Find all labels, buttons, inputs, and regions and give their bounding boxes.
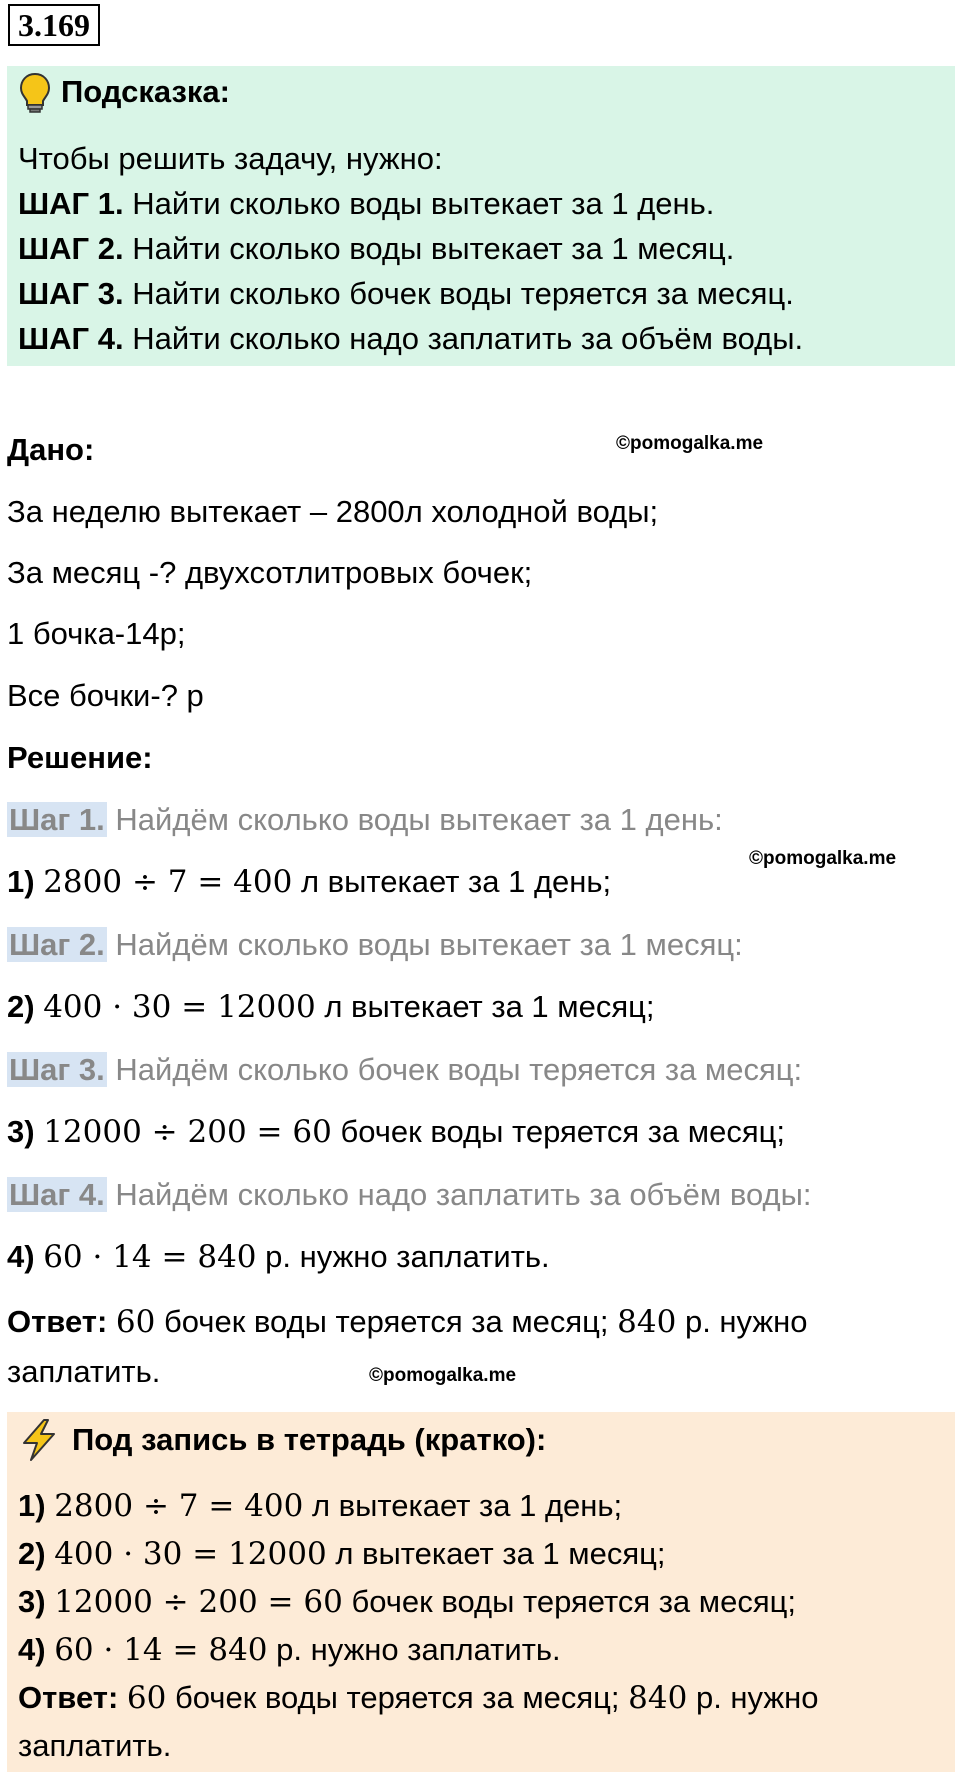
given-line: За неделю вытекает – 2800л холодной воды; <box>7 494 659 529</box>
watermark: ©pomogalka.me <box>616 433 764 454</box>
calc-expression: 60 · 14 = 840 <box>43 1239 257 1275</box>
step-tag: Шаг 2. <box>9 927 105 962</box>
step-text: Найдём сколько воды вытекает за 1 день: <box>115 802 723 837</box>
solution-step-heading <box>7 1050 802 1090</box>
answer-text: р. нужно <box>695 1680 819 1715</box>
solution-step-heading <box>7 800 723 840</box>
given-line: Все бочки-? р <box>7 678 204 713</box>
solution-calc <box>7 862 611 902</box>
calc-result: л вытекает за 1 день; <box>311 1488 623 1523</box>
calc-result: бочек воды теряется за месяц; <box>340 1114 785 1149</box>
hint-step <box>18 184 714 224</box>
hint-step-text: Найти сколько воды вытекает за 1 день. <box>132 186 715 221</box>
solution-calc <box>7 987 655 1027</box>
calc-number: 2) <box>18 1536 46 1571</box>
notebook-line <box>18 1582 796 1622</box>
calc-number: 4) <box>18 1632 46 1667</box>
calc-expression: 12000 ÷ 200 = 60 <box>43 1114 332 1150</box>
hint-step-label: ШАГ 1. <box>18 186 124 221</box>
notebook-title: Под запись в тетрадь (кратко): <box>72 1422 547 1457</box>
step-text: Найдём сколько бочек воды теряется за месяц: <box>115 1052 803 1087</box>
hint-step-text: Найти сколько надо заплатить за объём воды. <box>132 321 804 356</box>
given-title: Дано: <box>7 432 95 467</box>
solution-calc <box>7 1237 550 1277</box>
hint-step-text: Найти сколько воды вытекает за 1 месяц. <box>132 231 735 266</box>
step-tag: Шаг 4. <box>9 1177 105 1212</box>
calc-expression: 60 · 14 = 840 <box>54 1632 268 1668</box>
calc-expression: 2800 ÷ 7 = 400 <box>43 864 293 900</box>
solution-step-heading <box>7 925 743 965</box>
hint-step <box>18 274 794 314</box>
calc-result: р. нужно заплатить. <box>276 1632 561 1667</box>
step-text: Найдём сколько воды вытекает за 1 месяц: <box>115 927 743 962</box>
notebook-answer <box>18 1678 819 1718</box>
given-line: За месяц -? двухсотлитровых бочек; <box>7 555 533 590</box>
calc-expression: 12000 ÷ 200 = 60 <box>54 1584 343 1620</box>
lightbulb-icon <box>18 72 52 119</box>
notebook-line <box>18 1486 622 1526</box>
notebook-line <box>18 1630 561 1670</box>
answer-text: бочек воды теряется за месяц; <box>163 1304 609 1339</box>
solution-step-heading <box>7 1175 811 1215</box>
answer-number: 840 <box>628 1680 688 1716</box>
hint-intro: Чтобы решить задачу, нужно: <box>18 141 443 176</box>
calc-result: л вытекает за 1 день; <box>300 864 612 899</box>
calc-result: л вытекает за 1 месяц; <box>335 1536 666 1571</box>
calc-number: 4) <box>7 1239 35 1274</box>
hint-step <box>18 229 734 269</box>
calc-result: л вытекает за 1 месяц; <box>324 989 655 1024</box>
watermark: ©pomogalka.me <box>749 848 897 869</box>
step-tag: Шаг 3. <box>9 1052 105 1087</box>
answer-label: Ответ: <box>18 1680 119 1715</box>
hint-step <box>18 319 803 359</box>
notebook-line <box>18 1534 666 1574</box>
step-tag: Шаг 1. <box>9 802 105 837</box>
solution-title: Решение: <box>7 740 153 775</box>
answer-text: р. нужно <box>684 1304 808 1339</box>
answer-number: 840 <box>617 1304 677 1340</box>
calc-expression: 2800 ÷ 7 = 400 <box>54 1488 304 1524</box>
answer-number: 60 <box>115 1304 156 1340</box>
hint-step-label: ШАГ 2. <box>18 231 124 266</box>
calc-number: 1) <box>7 864 35 899</box>
calc-number: 3) <box>7 1114 35 1149</box>
hint-step-label: ШАГ 3. <box>18 276 124 311</box>
notebook-answer-continuation: заплатить. <box>18 1728 172 1763</box>
calc-number: 2) <box>7 989 35 1024</box>
task-number: 3.169 <box>8 4 100 46</box>
calc-expression: 400 · 30 = 12000 <box>43 989 316 1025</box>
hint-step-text: Найти сколько бочек воды теряется за месяц. <box>132 276 794 311</box>
answer-number: 60 <box>126 1680 167 1716</box>
answer-label: Ответ: <box>7 1304 108 1339</box>
hint-title: Подсказка: <box>61 74 230 109</box>
calc-expression: 400 · 30 = 12000 <box>54 1536 327 1572</box>
answer-text: бочек воды теряется за месяц; <box>174 1680 620 1715</box>
hint-step-label: ШАГ 4. <box>18 321 124 356</box>
step-text: Найдём сколько надо заплатить за объём воды: <box>115 1177 812 1212</box>
answer <box>7 1302 808 1342</box>
calc-number: 3) <box>18 1584 46 1619</box>
calc-result: бочек воды теряется за месяц; <box>351 1584 796 1619</box>
watermark: ©pomogalka.me <box>369 1365 517 1386</box>
calc-result: р. нужно заплатить. <box>265 1239 550 1274</box>
calc-number: 1) <box>18 1488 46 1523</box>
solution-calc <box>7 1112 785 1152</box>
given-line: 1 бочка-14р; <box>7 616 186 651</box>
lightning-icon <box>20 1419 58 1466</box>
answer-continuation: заплатить. <box>7 1354 161 1389</box>
